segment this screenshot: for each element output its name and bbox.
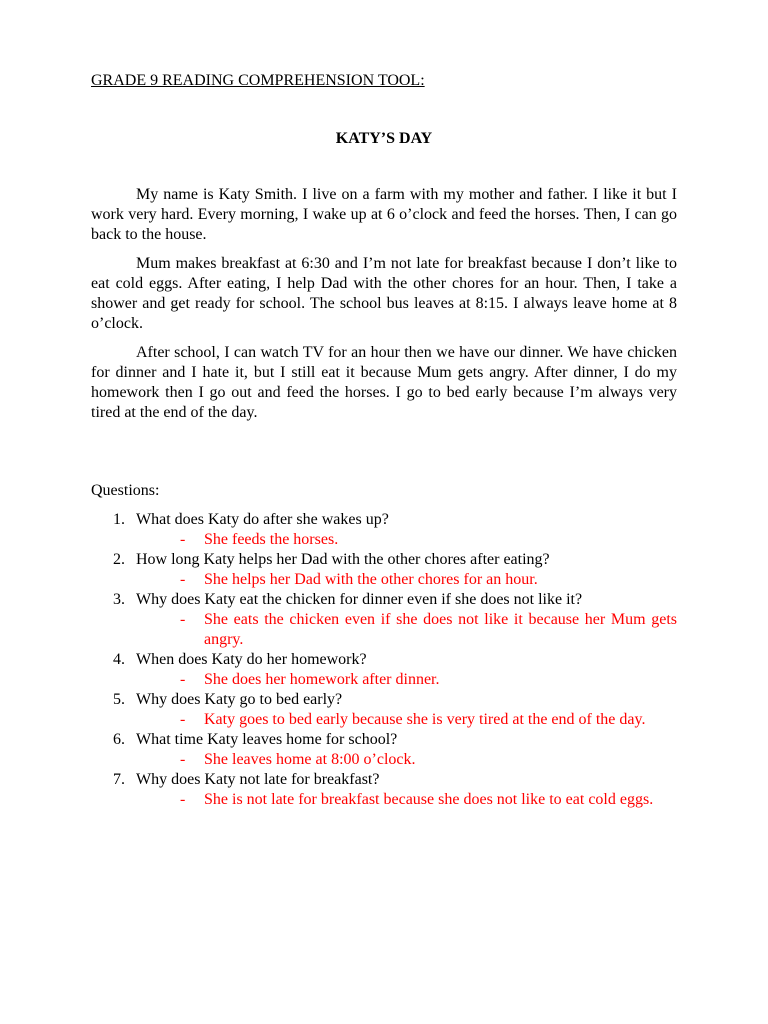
answer-text: She eats the chicken even if she does not like it because her Mum gets angry. — [204, 611, 677, 648]
question-item — [91, 730, 677, 770]
question-item — [91, 770, 677, 810]
questions-label: Questions: — [91, 482, 160, 499]
questions-list — [91, 510, 677, 810]
question-text: When does Katy do her homework? — [136, 651, 367, 668]
question-text: Why does Katy eat the chicken for dinner even if she does not like it? — [136, 591, 583, 608]
answer-text: She helps her Dad with the other chores for an hour. — [204, 571, 538, 588]
question-number: 1. — [113, 511, 125, 528]
answer-text: She does her homework after dinner. — [204, 671, 440, 688]
answer-bullet: - — [180, 611, 186, 628]
document-heading: GRADE 9 READING COMPREHENSION TOOL: — [91, 72, 425, 89]
answer-text: She feeds the horses. — [204, 531, 339, 548]
question-item — [91, 690, 677, 730]
story-paragraph: After school, I can watch TV for an hour then we have our dinner. We have chicken for dinner and I hate it, but I still eat it because Mum gets angry. After dinner, I do my homework then I go out and feed the horses. I go to bed early because I’m always very tired at the end of the day. — [91, 344, 677, 421]
question-text: Why does Katy go to bed early? — [136, 691, 343, 708]
answer-bullet: - — [180, 571, 186, 588]
answer-bullet: - — [180, 711, 186, 728]
answer-text: Katy goes to bed early because she is very tired at the end of the day. — [204, 711, 646, 728]
question-item — [91, 550, 677, 590]
question-item — [91, 650, 677, 690]
question-text: What does Katy do after she wakes up? — [136, 511, 389, 528]
question-text: Why does Katy not late for breakfast? — [136, 771, 380, 788]
question-text: How long Katy helps her Dad with the other chores after eating? — [136, 551, 550, 568]
question-number: 7. — [113, 771, 125, 788]
question-text: What time Katy leaves home for school? — [136, 731, 398, 748]
answer-text: She leaves home at 8:00 o’clock. — [204, 751, 416, 768]
question-item — [91, 590, 677, 650]
question-number: 2. — [113, 551, 125, 568]
answer-bullet: - — [180, 751, 186, 768]
story-body — [91, 185, 677, 432]
story-paragraph: Mum makes breakfast at 6:30 and I’m not late for breakfast because I don’t like to eat cold eggs. After eating, I help Dad with the other chores for an hour. Then, I take a shower and get ready for school. The school bus leaves at 8:15. I always leave home at 8 o’clock. — [91, 255, 677, 332]
question-number: 5. — [113, 691, 125, 708]
answer-text: She is not late for breakfast because she does not like to eat cold eggs. — [204, 791, 654, 808]
answer-bullet: - — [180, 671, 186, 688]
question-item — [91, 510, 677, 550]
question-number: 6. — [113, 731, 125, 748]
question-number: 3. — [113, 591, 125, 608]
question-number: 4. — [113, 651, 125, 668]
story-title: KATY’S DAY — [335, 130, 433, 147]
answer-bullet: - — [180, 531, 186, 548]
story-paragraph: My name is Katy Smith. I live on a farm with my mother and father. I like it but I work very hard. Every morning, I wake up at 6 o’clock and feed the horses. Then, I can go back to the house. — [91, 186, 677, 243]
answer-bullet: - — [180, 791, 186, 808]
